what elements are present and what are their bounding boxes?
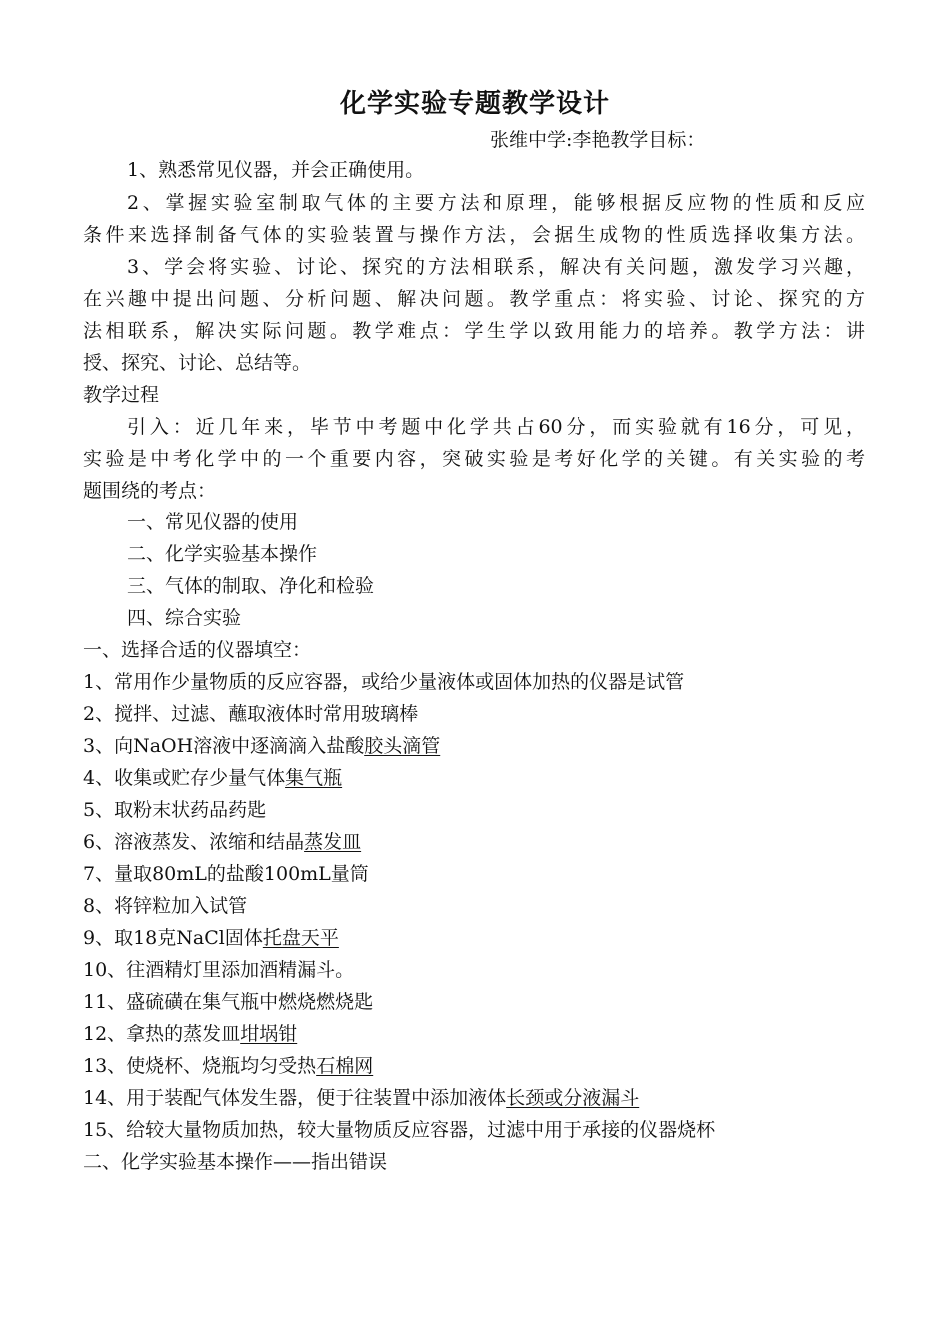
objective-3-line-1: 3、学会将实验、讨论、探究的方法相联系，解决有关问题，激发学习兴趣， [127, 256, 865, 278]
item-question: 15、给较大量物质加热，较大量物质反应容器，过滤中用于承接的仪器烧杯 [83, 1119, 716, 1141]
objective-3-line-3: 法相联系，解决实际问题。教学难点：学生学以致用能力的培养。教学方法：讲 [83, 320, 865, 342]
objective-2-line-1: 2、掌握实验室制取气体的主要方法和原理，能够根据反应物的性质和反应 [127, 192, 865, 214]
key-point: 一、常见仪器的使用 [127, 511, 299, 533]
item-answer: 胶头滴管 [364, 735, 441, 757]
instrument-item [83, 1018, 873, 1050]
item-question: 10、往酒精灯里添加酒精漏斗。 [83, 959, 355, 981]
item-question: 11、盛硫磺在集气瓶中燃烧燃烧匙 [83, 991, 374, 1013]
intro-line-1: 引入：近几年来，毕节中考题中化学共占60分，而实验就有16分，可见， [127, 416, 865, 438]
instrument-item [83, 986, 873, 1018]
item-answer: 石棉网 [316, 1055, 374, 1077]
item-question: 7、量取80mL的盐酸100mL量筒 [83, 863, 369, 885]
item-answer: 托盘天平 [262, 927, 339, 949]
section-2-heading: 二、化学实验基本操作——指出错误 [83, 1151, 388, 1173]
instrument-item [83, 1050, 873, 1082]
item-question: 1、常用作少量物质的反应容器，或给少量液体或固体加热的仪器是试管 [83, 671, 685, 693]
instrument-item [83, 826, 873, 858]
item-answer: 蒸发皿 [304, 831, 362, 853]
document-title: 化学实验专题教学设计 [339, 89, 610, 119]
item-answer: 坩埚钳 [240, 1023, 298, 1045]
item-question: 14、用于装配气体发生器，便于往装置中添加液体 [83, 1087, 507, 1109]
key-point: 四、综合实验 [127, 607, 242, 629]
instrument-item [83, 762, 873, 794]
item-question: 13、使烧杯、烧瓶均匀受热 [83, 1055, 317, 1077]
intro-line-2: 实验是中考化学中的一个重要内容，突破实验是考好化学的关键。有关实验的考 [83, 448, 865, 470]
instrument-item [83, 922, 873, 954]
item-question: 8、将锌粒加入试管 [83, 895, 248, 917]
item-question: 4、收集或贮存少量气体 [83, 767, 286, 789]
intro-line-3: 题围绕的考点： [83, 480, 217, 502]
item-question: 12、拿热的蒸发皿 [83, 1023, 241, 1045]
objective-3-line-4: 授、探究、讨论、总结等。 [83, 352, 312, 374]
key-point: 三、气体的制取、净化和检验 [127, 575, 375, 597]
instrument-item [83, 1114, 873, 1146]
item-question: 5、取粉末状药品药匙 [83, 799, 267, 821]
item-question: 6、溶液蒸发、浓缩和结晶 [83, 831, 305, 853]
instrument-item [83, 858, 873, 890]
process-heading: 教学过程 [83, 384, 160, 406]
instrument-item [83, 794, 873, 826]
instrument-item [83, 890, 873, 922]
instrument-item [83, 1082, 873, 1114]
instrument-item [83, 730, 873, 762]
item-question: 9、取18克NaCl固体 [83, 927, 263, 949]
section-1-heading: 一、选择合适的仪器填空： [83, 639, 312, 661]
instrument-item [83, 954, 873, 986]
key-point: 二、化学实验基本操作 [127, 543, 318, 565]
item-answer: 集气瓶 [285, 767, 343, 789]
objective-3-line-2: 在兴趣中提出问题、分析问题、解决问题。教学重点：将实验、讨论、探究的方 [83, 288, 865, 310]
instrument-item [83, 698, 873, 730]
item-question: 2、搅拌、过滤、蘸取液体时常用玻璃棒 [83, 703, 419, 725]
item-question: 3、向NaOH溶液中逐滴滴入盐酸 [83, 735, 365, 757]
objective-2-line-2: 条件来选择制备气体的实验装置与操作方法，会据生成物的性质选择收集方法。 [83, 224, 865, 246]
author-line: 张维中学:李艳教学目标： [490, 129, 706, 151]
item-answer: 长颈或分液漏斗 [506, 1087, 640, 1109]
instrument-item [83, 666, 873, 698]
objective-1: 1、熟悉常见仪器，并会正确使用。 [127, 159, 425, 181]
